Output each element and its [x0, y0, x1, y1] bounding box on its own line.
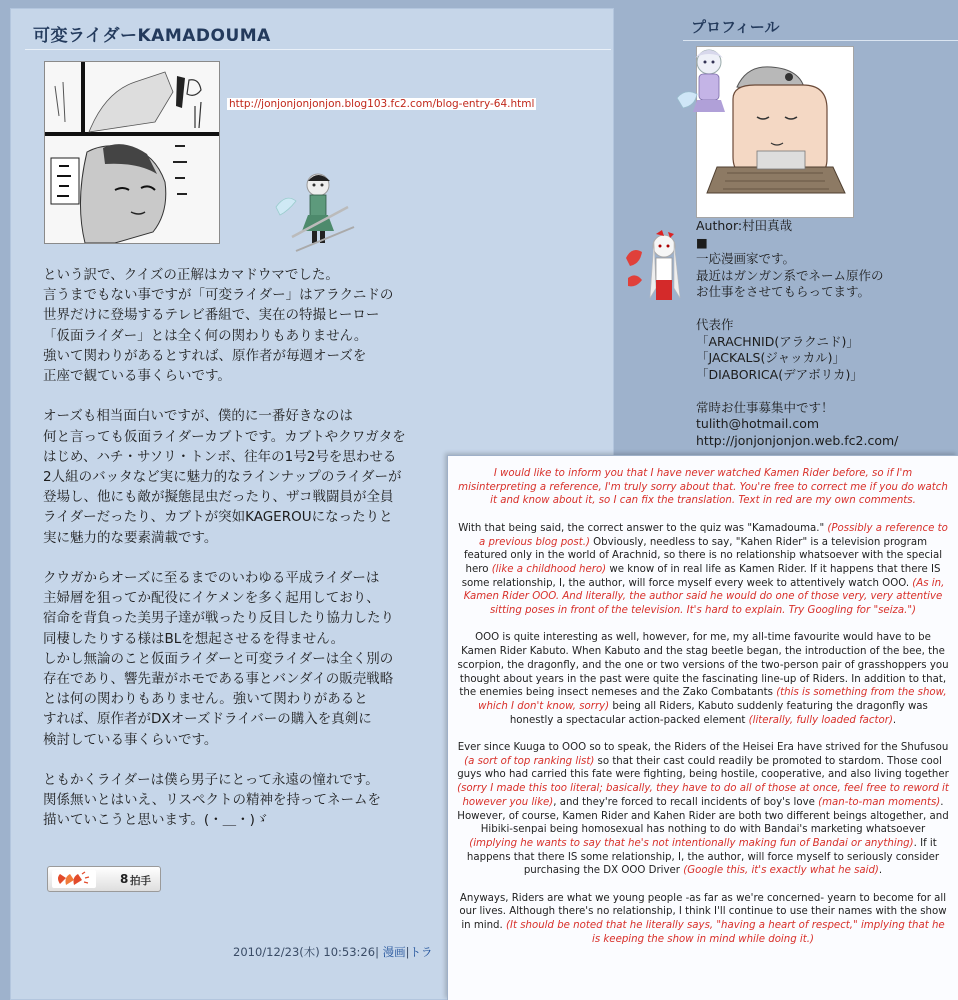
translator-comment: (literally, fully loaded factor) [748, 714, 893, 726]
translator-comment: (Possibly a reference to a previous blog post.) [478, 522, 948, 548]
translation-text: Ever since Kuuga to OOO so to speak, the Riders of the Heisei Era have strived for the Shufusou [457, 742, 949, 754]
clap-label: 拍手 [130, 875, 151, 887]
swordswoman-sprite [274, 167, 356, 253]
translator-comment: (As in, Kamen Rider OOO. And literally, the author said he would do one of those very, very attentive sitting poses in front of the television. It's hard to explain. Try Googling for "seiza.") [463, 577, 945, 617]
translation-text: OOO is quite interesting as well, however, for me, my all-time favourite would have to be Kamen Rider Kabuto. When Kabuto and the stag beetle began, the introduction of the bee, the scorpion, the dragonfly, and the one or two versions of the two-person pair of grasshoppers you thought about years in the past were quite the fascinating line-up of Riders. In addition to that, the enemies being insect nemeses and the Zako Combatants [457, 632, 949, 699]
translator-comment: (It should be noted that he literally says, "having a heart of respect," implying that he is keeping the show in mind while doing it.) [506, 920, 945, 945]
profile-work: 「ARACHNID(アラクニド)」 [696, 333, 859, 349]
translator-comment: (like a childhood hero) [491, 563, 607, 575]
translation-text: we know of in real life as Kamen Rider. If it happens that there IS some relationship, I, the author, will force myself every week to attentively watch OOO. [461, 563, 941, 589]
footer-separator: | [405, 945, 410, 959]
profile-bullet: ■ [696, 234, 708, 250]
ghost-girl-sprite [671, 40, 743, 120]
profile-line: 最近はガンガン系でネーム原作の [696, 267, 884, 283]
body-paragraph-1: という訳で、クイズの正解はカマドウマでした。 言うまでもない事ですが「可変ライダー」はアラクニドの 世界だけに登場するテレビ番組で、実在の特撮ヒーロー 「仮面ライダー」とは全く何の関わりもありません。 強いて関わりがあるとすれば、原作者が毎週オーズを 正座で観ている事くらいです。 [43, 267, 394, 385]
clap-count: 8 [120, 872, 129, 886]
post-body [43, 265, 423, 851]
body-paragraph-4: ともかくライダーは僕ら男子にとって永遠の憧れです。 関係無いとはいえ、リスペクトの精神を持ってネームを 描いていこうと思います。(・＿・)ゞ [43, 772, 382, 829]
profile-line: 常時お仕事募集中です！ [696, 399, 834, 415]
translation-text: . [892, 714, 897, 726]
source-blog-link[interactable]: http://jonjonjonjonjon.blog103.fc2.com/blog-entry-64.html [229, 98, 535, 110]
profile-spacer [696, 383, 898, 400]
translation-paragraph-2 [456, 522, 950, 618]
post-timestamp: 2010/12/23(木) 10:53:26 [233, 945, 376, 959]
translation-paragraph-5 [456, 892, 950, 947]
profile-author: Author:村田真哉 [696, 218, 793, 233]
red-dress-girl-sprite [624, 228, 696, 308]
translator-comment: (Google this, it's exactly what he said) [683, 865, 879, 877]
translator-comment: (implying he wants to say that he's not intentionally making fun of Bandai or anything) [469, 837, 914, 849]
translation-paragraph-1 [456, 467, 950, 508]
translation-text: . [878, 865, 883, 877]
profile-website: http://jonjonjonjon.web.fc2.com/ [696, 432, 899, 448]
trackback-link[interactable]: トラ [409, 945, 433, 959]
manga-panel-image [44, 61, 220, 244]
profile-line: お仕事をさせてもらってます。 [696, 284, 871, 299]
translator-comment: (this is something from the show, which I don't know, sorry) [478, 687, 947, 712]
translation-note-box [447, 455, 958, 1000]
post-footer [233, 944, 432, 960]
translation-paragraph-3 [456, 631, 950, 727]
translator-comment: (man-to-man moments) [818, 796, 941, 808]
profile-heading: プロフィール [691, 18, 780, 36]
post-title: 可変ライダーKAMADOUMA [33, 26, 271, 46]
profile-work: 「DIABORICA(デアボリカ)」 [696, 366, 863, 382]
profile-work: 「JACKALS(ジャッカル)」 [696, 350, 845, 365]
body-paragraph-3: クウガからオーズに至るまでのいわゆる平成ライダーは 主婦層を狙ってか配役にイケメンを多く起用しており、 宿命を背負った美男子達が戦ったり反目したり協力したり 同棲したりする様はBLを想起させるを得ません。 しかし無論のこと仮面ライダーと可変ライダーは全く別の 存在であり、響先輩がホモである事とバンダイの販売戦略 とは何の関わりもありません。強いて関わりがあると すれば、原作者がDXオーズドライバーの購入を真剣に 検討している事くらいです。 [43, 570, 394, 748]
profile-line: 一応漫画家です。 [696, 251, 796, 266]
profile-spacer [696, 301, 898, 318]
clap-button[interactable] [47, 866, 161, 892]
translation-paragraph-4 [456, 741, 950, 878]
clapping-hands-icon [52, 870, 96, 888]
translator-comment: (sorry I made this too literal; basically, they have to do all of those at once, feel free to reword it however you like) [457, 783, 949, 808]
translator-comment: (a sort of top ranking list) [464, 755, 595, 767]
translation-text: being all Riders, Kabuto suddenly featuring the dragonfly was honestly a spectacular action-packed element [509, 700, 928, 726]
profile-text [696, 218, 898, 449]
translation-text: , and they're forced to recall incidents of boy's love [553, 796, 819, 808]
category-link[interactable]: 漫画 [382, 945, 406, 959]
translation-text: Obviously, needless to say, "Kahen Rider" is a television program featured only in the world of Arachnid, so there is no relationship whatsoever with the special hero [463, 536, 943, 575]
translation-text: . However, of course, Kamen Rider and Kahen Rider are both two different beings altogether, and Hibiki-senpai being homosexual has nothing to do with Bandai's marketing whatsoever [457, 796, 949, 836]
translation-text: so that their cast could readily be promoted to stardom. Those cool guys who had carried this fate were fighting, being hostile, cooperative, and also living together [457, 755, 949, 781]
translator-comment: I would like to inform you that I have never watched Kamen Rider before, so if I'm misinterpreting a reference, I'm truly sorry about that. You're free to correct me if you do watch it and know about it, so I can fix the translation. Text in red are my own comments. [458, 468, 948, 507]
footer-separator: | [375, 945, 379, 959]
translation-text: With that being said, the correct answer to the quiz was "Kamadouma." [458, 522, 828, 534]
translation-text: . If it happens that there IS some relationship, I, the author, will force myself to seriously consider purchasing the DX OOO Driver [466, 837, 940, 877]
profile-works-heading: 代表作 [696, 317, 734, 332]
translation-text: Anyways, Riders are what we young people -as far as we're concerned- yearn to become for all our lives. Although there's no relationship, I think I'll continue to use their names with the show in mind. [459, 892, 947, 932]
title-divider [25, 49, 611, 50]
body-paragraph-2: オーズも相当面白いですが、僕的に一番好きなのは 何と言っても仮面ライダーカブトです。カブトやクワガタを はじめ、ハチ・サソリ・トンボ、往年の1号2号を思わせる 2人組のバッタなど実に魅力的なラインナップのライダーが 登場し、他にも敵が擬態昆虫だったり、ザコ戦闘員が全員 ライダーだったり、カブトが突如KAGEROUになったりと 実に魅力的な要素満載です。 [43, 408, 406, 546]
profile-email: tulith@hotmail.com [696, 416, 820, 431]
